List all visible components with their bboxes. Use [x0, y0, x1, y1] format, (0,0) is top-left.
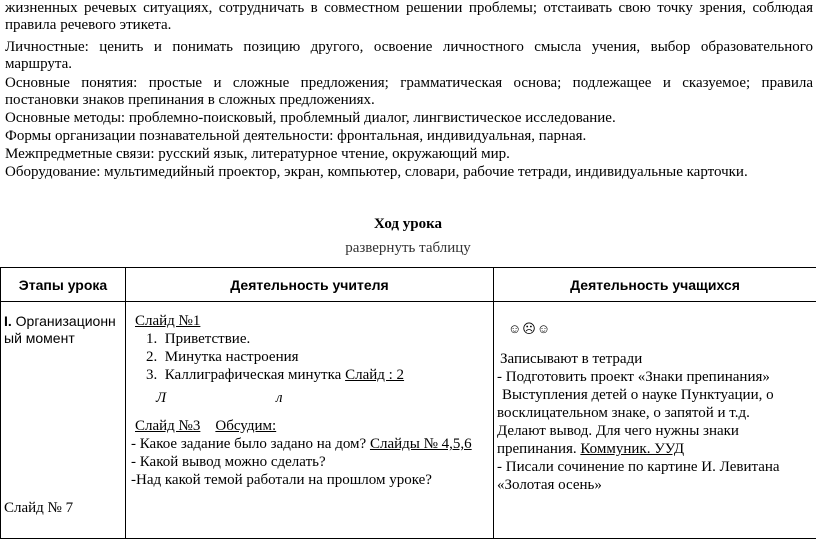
paragraph-links: Межпредметные связи: русский язык, литературное чтение, окружающий мир. [5, 146, 813, 164]
paragraph-concepts-line2: постановки знаков препинания в сложных предложениях. [5, 92, 813, 110]
question-homework: - Какое задание было задано на дом? Слайды № 4,5,6 [131, 436, 472, 453]
students-line-5: Делают вывод. Для чего нужны знаки [497, 423, 739, 440]
list-item: 1. Приветствие. [146, 331, 250, 348]
students-line-8: «Золотая осень» [497, 477, 602, 494]
cell-students [494, 302, 816, 539]
paragraph-methods: Основные методы: проблемно-поисковый, проблемный диалог, лингвистическое исследование. [5, 110, 813, 128]
lesson-table [0, 267, 816, 539]
question-conclusion: - Какой вывод можно сделать? [131, 454, 326, 471]
slide-3-heading: Слайд №3 Обсудим: [135, 418, 276, 435]
students-line-3: Выступления детей о науке Пунктуации, о [502, 387, 774, 404]
list-item: 2. Минутка настроения [146, 349, 299, 366]
question-last-topic: -Над какой темой работали на прошлом уроке? [131, 472, 432, 489]
slide-3-link[interactable]: Слайд №3 [135, 418, 200, 434]
stage-name-line2: ый момент [4, 330, 75, 346]
header-students: Деятельность учащихся [494, 268, 816, 302]
header-stages: Этапы урока [1, 268, 126, 302]
stage-name-line1: I. Организационн [4, 313, 116, 329]
slide-2-link[interactable]: Слайд : 2 [345, 367, 404, 383]
letter-lower: л [276, 390, 283, 407]
slides-4-6-link[interactable]: Слайды № 4,5,6 [370, 436, 472, 452]
paragraph-personal-line2: маршрута. [5, 56, 813, 74]
cell-stage [1, 302, 126, 539]
lesson-title: Ход урока [0, 216, 816, 233]
paragraph-concepts-line1: Основные понятия: простые и сложные предложения; грамматическая основа; подлежащее и сказуемое; правила [5, 75, 813, 93]
students-line-1: Записывают в тетради [500, 351, 642, 368]
slide-1-link[interactable]: Слайд №1 [135, 313, 200, 330]
students-line-2: - Подготовить проект «Знаки препинания» [497, 369, 770, 386]
expand-table-link[interactable]: развернуть таблицу [0, 240, 816, 257]
header-teacher: Деятельность учителя [126, 268, 494, 302]
slide-7-label: Слайд № 7 [4, 500, 73, 517]
paragraph-forms: Формы организации познавательной деятельности: фронтальная, индивидуальная, парная. [5, 128, 813, 146]
cell-teacher [126, 302, 494, 539]
students-line-6: препинания. Коммуник. УУД [497, 441, 684, 458]
communicative-uud-link[interactable]: Коммуник. УУД [580, 441, 684, 457]
paragraph-equipment: Оборудование: мультимедийный проектор, экран, компьютер, словари, рабочие тетради, индивидуальные карточки. [5, 164, 813, 182]
paragraph-communicative-line2: правила речевого этикета. [5, 17, 813, 35]
list-item: 3. Каллиграфическая минутка Слайд : 2 [146, 367, 404, 384]
students-line-4: восклицательном знаке, о запятой и т.д. [497, 405, 750, 422]
table-header-row [1, 268, 816, 302]
mood-faces-icon: ☺☹☺ [508, 321, 551, 337]
paragraph-communicative-line1: жизненных речевых ситуациях, сотрудничать в совместном решении проблемы; отстаивать свою точку зрения, соблюдая [5, 0, 813, 18]
paragraph-personal-line1: Личностные: ценить и понимать позицию другого, освоение личностного смысла учения, выбор образовательного [5, 39, 813, 57]
students-line-7: - Писали сочинение по картине И. Левитана [497, 459, 780, 476]
table-row [1, 302, 816, 539]
letter-upper: Л [156, 390, 166, 407]
